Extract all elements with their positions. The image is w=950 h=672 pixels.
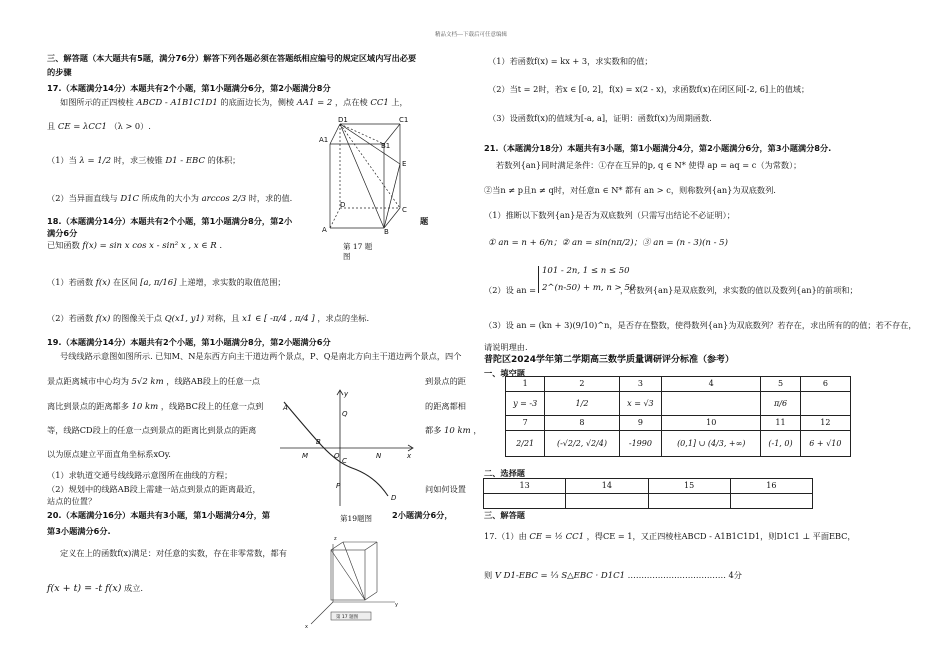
q19-part1: （1）求轨道交通号线线路示意图所在曲线的方程； <box>47 470 233 480</box>
label-c: C <box>402 206 407 214</box>
q17-prism-formula: ABCD - A1B1C1D1 <box>136 98 218 108</box>
q18-title: 18.（本题满分14分）本题共有2个小题，第1小题满分8分，第2小 <box>47 216 293 226</box>
sol17-text-b: ，得CE = 1，又正四棱柱ABCD - A1B1C1D1，则D1C1 ⊥ 平面EBC， <box>586 531 856 541</box>
fill-ans: x = √3 <box>619 392 662 416</box>
q17-aa1-formula: AA1 = 2 <box>296 98 333 108</box>
label-Q: Q <box>342 410 348 418</box>
sol17-volume-formula: V D1-EBC = ⅓ S△EBC · D1C1 <box>494 571 626 581</box>
q19-l3-text-a: 离比到景点的距离都多 <box>47 401 129 411</box>
q17-text-c: ，点在棱 <box>334 97 368 107</box>
q18-func-formula: f(x) = sin x cos x - sin² x , x ∈ R . <box>82 241 223 251</box>
fill-ans: (0,1] ∪ (4/3, +∞) <box>662 431 761 457</box>
q18-p2-text-c: 对称，且 <box>206 313 240 323</box>
q17-l2-text-b: （λ > 0）. <box>109 121 151 131</box>
q21-line2: ②当n ≠ p且n ≠ q时，对任意n ∈ N* 都有 an > c，则称数列{an}为双底数列. <box>484 185 776 195</box>
q18-p2-text-a: （2）若函数 <box>47 313 94 323</box>
fill-num: 4 <box>662 377 761 392</box>
q18-p2-text-b: 的图像关于点 <box>112 313 163 323</box>
sol17-text-a: 17.（1）由 <box>484 531 527 541</box>
label-y: y <box>344 390 349 398</box>
fill-ans: y = -3 <box>506 392 545 416</box>
q19-dist1: 5√2 km <box>131 377 164 387</box>
q19-line4: 等，线路CD段上的任意一点到景点的距离比到景点的距离 <box>47 425 257 435</box>
label-a: A <box>322 226 327 234</box>
q20-eq-tail: 成立. <box>124 583 144 593</box>
q17-l2-text-a: 且 <box>47 121 56 131</box>
fill-num: 3 <box>619 377 662 392</box>
choice-ans <box>648 494 730 509</box>
sol17-text-c: 则 <box>484 570 493 580</box>
fill-ans: 6 + √10 <box>800 431 850 457</box>
q17-p1-text-a: （1）当 <box>47 155 77 165</box>
sol17-score: ……………………………… 4分 <box>627 570 742 580</box>
q20-title-2: 第3小题满分6分. <box>47 526 111 536</box>
fill-ans: 1/2 <box>545 392 619 416</box>
small-fig-caption: 第 17 题图 <box>336 615 359 620</box>
label-c1: C1 <box>399 116 409 124</box>
sol17-ce-formula: CE = ½ CC1 <box>529 532 584 542</box>
label-x: x <box>407 452 412 460</box>
q18-p1-text-b: 在区间 <box>112 277 138 287</box>
label-D: D <box>391 494 397 502</box>
label-A: A <box>283 404 288 412</box>
label-N: N <box>376 452 382 460</box>
q17-p2-text-b: 所成角的大小为 <box>141 193 199 203</box>
q19-part2: （2）规划中的线路AB段上需建一站点到景点的距离最近， <box>47 484 261 494</box>
q17-part1 <box>47 155 240 167</box>
q17-title: 17.（本题满分14分）本题共有2个小题，第1小题满分6分，第2小题满分8分 <box>47 83 331 93</box>
fig19-caption: 第19题图 <box>340 514 373 523</box>
fig17-caption: 第 17 题 <box>343 242 373 251</box>
q17-p1-lambda: λ = 1/2 <box>79 156 111 166</box>
fill-num: 2 <box>545 377 619 392</box>
q19-line2 <box>47 376 260 388</box>
q21-sequences: ① an = n + 6/n；② an = sin(nπ/2)；③ an = (n - 3)(n - 5) <box>488 238 728 248</box>
label-b: B <box>384 228 389 236</box>
q17-p2-text-c: 时，求的值. <box>248 193 293 203</box>
choice-ans <box>730 494 812 509</box>
q19-line1: 号线线路示意图如图所示. 已知M、N是东西方向主干道边两个景点，P、Q是南北方向主干道边两个景点，四个 <box>60 351 462 361</box>
fill-ans: π/6 <box>761 392 800 416</box>
fill-ans <box>662 392 761 416</box>
q19-l3-text-b: ，线路BC段上的任意一点到 <box>160 401 264 411</box>
q18-p2-fx: f(x) <box>95 314 111 324</box>
q19-r3-dist: 10 km <box>444 426 471 436</box>
fill-row-ans-1 <box>506 392 851 416</box>
q18-p2-q: Q(x1, y1) <box>164 314 205 324</box>
section3-title: 三、解答题（本大题共有5题，满分76分）解答下列各题必须在答题纸相应编号的规定区域内写出必要 <box>47 53 417 63</box>
fill-num: 8 <box>545 416 619 431</box>
q17-p2-dc: D1C <box>120 194 140 204</box>
section3-title-2: 的步骤 <box>47 67 72 77</box>
label-e: E <box>402 160 407 168</box>
q19-title: 19.（本题满分14分）本题共有2个小题，第1小题满分8分，第2小题满分6分 <box>47 337 331 347</box>
q17-text-b: 的底面边长为，侧棱 <box>220 97 295 107</box>
fill-title: 一、填空题 <box>484 368 525 378</box>
q20-equation <box>47 583 143 595</box>
q20-part2: （2）当t = 2时，若x ∈ [0, 2]，f(x) = x(2 - x)，求函数f(x)在闭区间[-2, 6]上的值域； <box>488 84 810 94</box>
fig17-caption-2: 图 <box>343 252 351 261</box>
q19-line5: 以为原点建立平面直角坐标系xOy. <box>47 449 171 459</box>
small-3d-figure <box>303 532 403 632</box>
fill-ans <box>800 392 850 416</box>
fill-num: 5 <box>761 377 800 392</box>
q19-r3-text-c: ， <box>473 425 482 435</box>
fill-ans: -1990 <box>619 431 662 457</box>
q17-line1 <box>60 97 408 109</box>
q18-title-tail: 题 <box>420 216 429 226</box>
choice-title: 二、选择题 <box>484 468 525 478</box>
choice-ans <box>484 494 566 509</box>
sol17-line1 <box>484 531 856 543</box>
q17-ce-formula: CE = λCC1 <box>57 122 107 132</box>
q20-line1: 定义在上的函数f(x)满足：对任意的实数，存在非零常数，都有 <box>60 548 287 558</box>
fill-num: 12 <box>800 416 850 431</box>
fill-ans: 2/21 <box>506 431 545 457</box>
fill-ans: (-√2/2, √2/4) <box>545 431 619 457</box>
q18-part1 <box>47 277 286 289</box>
svg-text:x: x <box>305 624 308 630</box>
q19-r3-text-a: 都多 <box>425 425 442 435</box>
q21-part3: （3）设 an = (kn + 3)(9/10)^n，是否存在整数，使得数列{an}为双底数列？若存在，求出所有的的值；若不存在， <box>484 320 917 330</box>
q20-part3: （3）设函数f(x)的值域为[-a, a]，证明：函数f(x)为周期函数. <box>488 113 712 123</box>
fill-num: 11 <box>761 416 800 431</box>
q19-part2-right: 问如何设置 <box>425 484 466 494</box>
q20-title: 20.（本题满分16分）本题共有3小题，第1小题满分4分，第 <box>47 510 271 520</box>
q17-line2 <box>47 121 151 133</box>
q18-p1-interval: [a, π/16] <box>140 278 177 288</box>
fill-answer-table <box>505 376 851 457</box>
q19-line3 <box>47 401 263 413</box>
q17-p2-text-a: （2）当异面直线与 <box>47 193 118 203</box>
q18-part2 <box>47 313 369 325</box>
q19-dist2: 10 km <box>131 402 159 412</box>
q18-p2-interval: x1 ∈ [ -π/4 , π/4 ] <box>242 314 315 324</box>
choice-num: 13 <box>484 479 566 494</box>
q19-l2-text-a: 景点距离城市中心均为 <box>47 376 129 386</box>
fill-num: 6 <box>800 377 850 392</box>
q18-func-text: 已知函数 <box>47 240 80 250</box>
q20-eq-formula: f(x + t) = -t f(x) <box>47 583 122 594</box>
fill-row-nums-2 <box>506 416 851 431</box>
choice-row-nums <box>484 479 813 494</box>
q18-p1-text-c: 上递增，求实数的取值范围； <box>179 277 286 287</box>
q21-line1: 若数列{an}同时满足条件：①存在互异的p, q ∈ N* 使得 ap = aq = c（为常数）； <box>496 160 802 170</box>
answer-title: 普陀区2024学年第二学期高三数学质量调研评分标准（参考） <box>484 355 735 365</box>
q21-part1: （1）推断以下数列{an}是否为双底数列（只需写出结论不必证明）； <box>484 210 735 220</box>
q21-case1: 101 - 2n, 1 ≤ n ≤ 50 <box>542 266 630 276</box>
choice-row-ans <box>484 494 813 509</box>
q21-title: 21.（本题满分18分）本题共有3小题，第1小题满分4分，第2小题满分6分，第3小题满分8分. <box>484 143 832 153</box>
label-B: B <box>316 438 321 446</box>
q18-p1-text-a: （1）若函数 <box>47 277 94 287</box>
q17-text-a: 如图所示的正四棱柱 <box>60 97 134 107</box>
label-P: P <box>336 482 341 490</box>
fill-num: 9 <box>619 416 662 431</box>
fill-row-nums-1 <box>506 377 851 392</box>
label-d: D <box>340 201 346 209</box>
q18-function <box>47 240 222 252</box>
fill-num: 7 <box>506 416 545 431</box>
q19-right-1: 到景点的距 <box>425 376 466 386</box>
q17-p1-triangle: D1 - EBC <box>165 156 205 166</box>
label-a1: A1 <box>319 136 329 144</box>
fill-ans: (-1, 0) <box>761 431 800 457</box>
solve-title: 三、解答题 <box>484 510 525 520</box>
label-C: C <box>342 457 347 465</box>
q21-part2-text: ，若数列{an}是双底数列，求实数的值以及数列{an}的前项和； <box>620 285 858 295</box>
q21-part2-lead: （2）设 an = <box>484 285 536 295</box>
q18-p2-text-d: ，求点的坐标. <box>317 313 370 323</box>
q19-right-3 <box>425 425 482 437</box>
q18-title-2: 满分6分 <box>47 228 78 238</box>
q17-p1-text-b: 时，求三棱锥 <box>113 155 163 165</box>
route-figure <box>280 388 420 508</box>
label-d1: D1 <box>338 116 348 124</box>
svg-text:y: y <box>395 602 398 608</box>
q17-p2-angle: arccos 2/3 <box>201 194 247 204</box>
q20-title-tail: 2小题满分6分， <box>392 510 453 520</box>
sol17-line2 <box>484 570 742 582</box>
q19-right-2: 的距离都相 <box>425 401 466 411</box>
q17-text-d: 上， <box>391 97 408 107</box>
choice-ans <box>566 494 648 509</box>
header-note: 精品文档---下载后可任意编辑 <box>435 32 507 38</box>
fill-num: 1 <box>506 377 545 392</box>
q20-part1: （1）若函数f(x) = kx + 3，求实数和的值； <box>488 56 653 66</box>
choice-num: 14 <box>566 479 648 494</box>
svg-text:z: z <box>334 536 337 542</box>
q17-part2 <box>47 193 292 205</box>
q19-part2-cont: 站点的位置？ <box>47 496 97 506</box>
q21-case2: 2^(n-50) + m, n > 50 <box>542 282 636 293</box>
q17-p1-text-c: 的体积； <box>207 155 241 165</box>
choice-num: 15 <box>648 479 730 494</box>
choice-num: 16 <box>730 479 812 494</box>
q18-p1-fx: f(x) <box>95 278 111 288</box>
fill-num: 10 <box>662 416 761 431</box>
label-M: M <box>302 452 309 460</box>
fill-row-ans-2 <box>506 431 851 457</box>
q19-l2-text-b: ，线路AB段上的任意一点 <box>166 376 261 386</box>
choice-answer-table <box>483 478 813 509</box>
label-b1: B1 <box>381 142 391 150</box>
q17-cc1-formula: CC1 <box>370 98 389 108</box>
label-O: O <box>334 452 340 460</box>
q21-part3-cont: 请说明理由. <box>484 342 528 352</box>
